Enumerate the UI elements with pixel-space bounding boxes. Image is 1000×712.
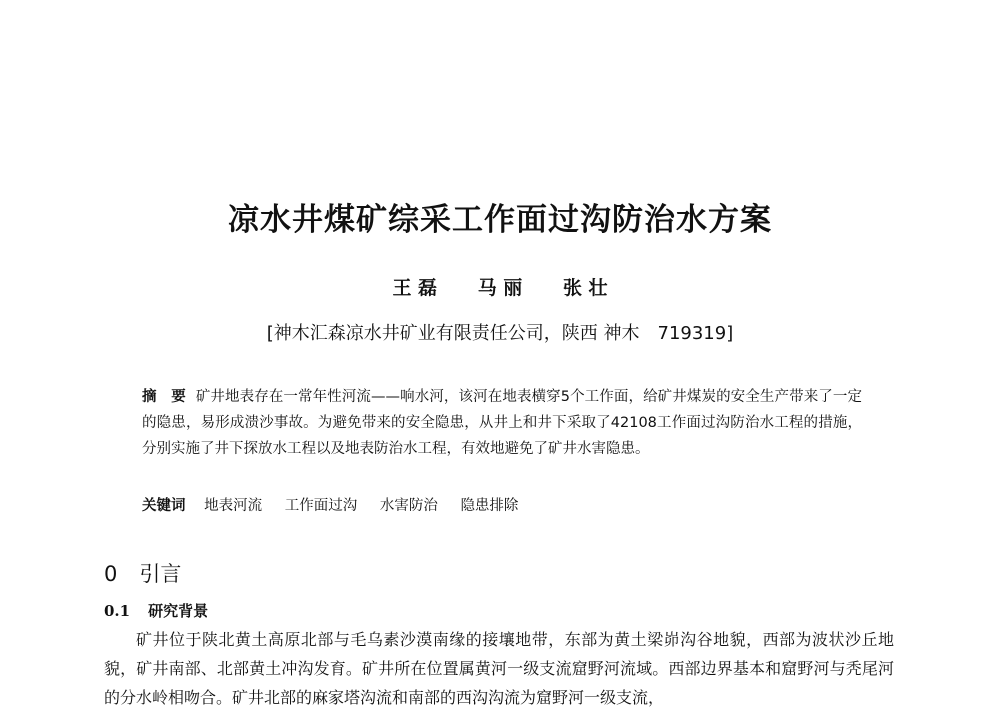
affiliation: [神木汇森凉水井矿业有限责任公司，陕西 神木 719319]: [266, 323, 734, 344]
keyword: 水害防治: [379, 498, 438, 514]
author-name: 马 丽: [477, 277, 523, 299]
abstract-text: 矿井地表存在一常年性河流——响水河，该河在地表横穿5个工作面，给矿井煤炭的安全生产带来了一定的隐患，易形成溃沙事故。为避免带来的安全隐患，从井上和井下采取了42108工作面过沟防治水工程的措施，分别实施了井下探放水工程以及地表防治水工程，有效地避免了矿井水害隐患。: [142, 389, 862, 457]
keyword: 地表河流: [204, 498, 263, 514]
paper-title: 凉水井煤矿综采工作面过沟防治水方案: [228, 202, 772, 238]
keyword: 工作面过沟: [284, 498, 358, 514]
section-number: 0: [104, 562, 118, 586]
subsection-title: 研究背景: [148, 602, 209, 620]
author-name: 张 壮: [562, 277, 608, 299]
abstract-label: 摘 要: [142, 389, 186, 405]
keyword: 隐患排除: [460, 498, 519, 514]
keywords-label: 关键词: [142, 498, 186, 514]
subsection-number: 0.1: [104, 602, 131, 620]
subsection-heading: [104, 600, 208, 621]
section-heading: [104, 558, 181, 588]
author-name: 王 磊: [392, 277, 438, 299]
body-paragraph: 矿井位于陕北黄土高原北部与毛乌素沙漠南缘的接壤地带，东部为黄土梁峁沟谷地貌，西部为波状沙丘地貌，矿井南部、北部黄土冲沟发育。矿井所在位置属黄河一级支流窟野河流域。西部边界基本和窟野河与秃尾河的分水岭相吻合。矿井北部的麻家塔沟流和南部的西沟沟流为窟野河一级支流，: [104, 630, 894, 707]
section-title: 引言: [139, 562, 182, 586]
author-list: [0, 273, 1000, 300]
keywords: [142, 494, 536, 515]
abstract: [142, 384, 862, 462]
